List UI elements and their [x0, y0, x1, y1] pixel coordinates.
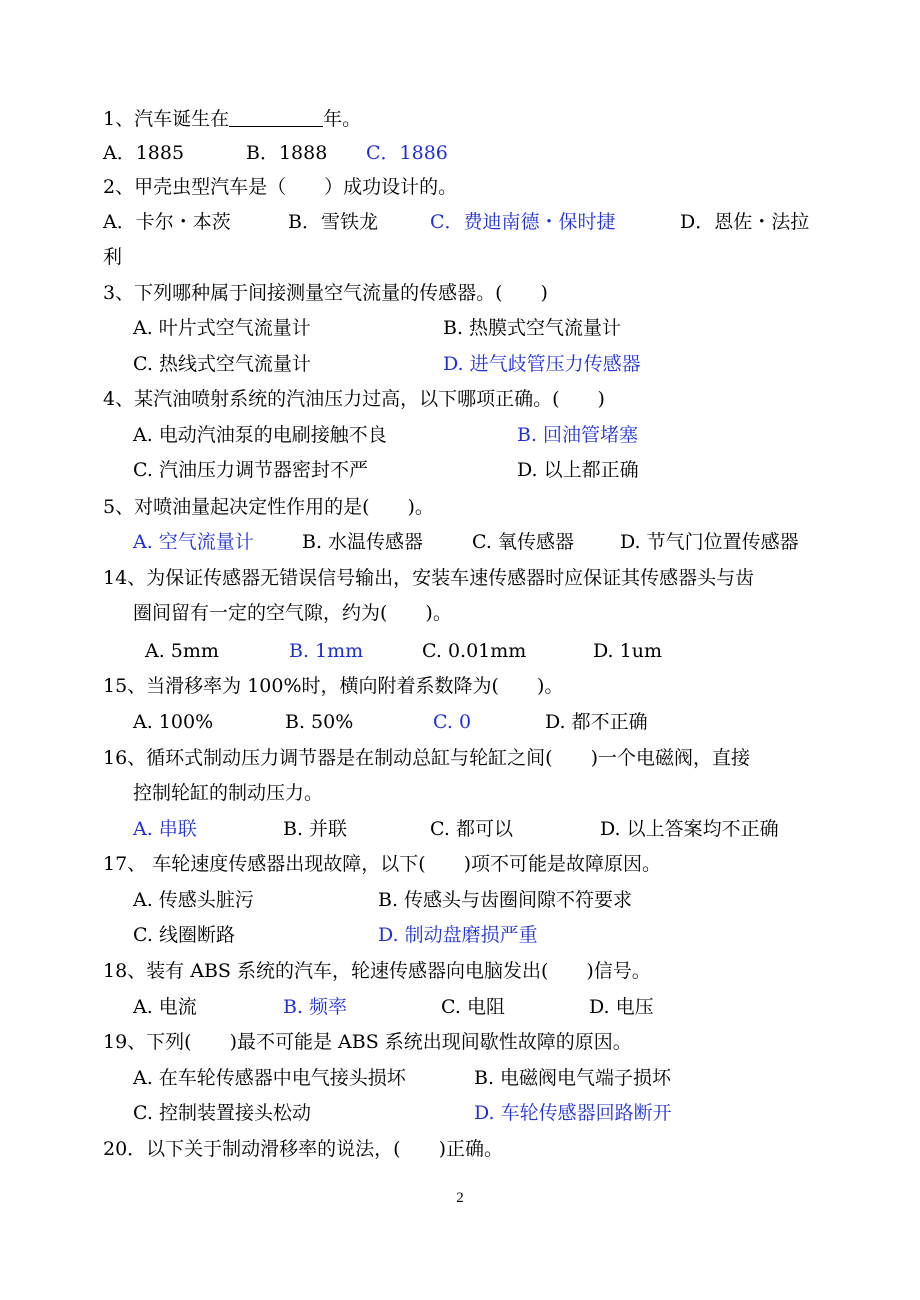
question-16-text: 16、循环式制动压力调节器是在制动总缸与轮缸之间( )一个电磁阀，直接 — [103, 747, 751, 769]
option-b-answer: B. 回油管堵塞 — [517, 424, 639, 446]
option-a-answer: A. 串联 — [133, 818, 197, 840]
question-3-text: 3、下列哪种属于间接测量空气流量的传感器。( ) — [103, 282, 548, 304]
question-4-text: 4、某汽油喷射系统的汽油压力过高，以下哪项正确。( ) — [103, 388, 605, 410]
option-a: A. 电动汽油泵的电刷接触不良 — [133, 424, 387, 446]
question-5-text: 5、对喷油量起决定性作用的是( )。 — [103, 496, 434, 518]
option-c: C. 热线式空气流量计 — [133, 353, 311, 375]
option-a: A. 电流 — [133, 996, 197, 1018]
option-c: C. 线圈断路 — [133, 924, 235, 946]
option-a: A. 100% — [133, 711, 214, 733]
option-c-answer: C. 0 — [433, 711, 472, 733]
option-b: B. 传感头与齿圈间隙不符要求 — [378, 889, 633, 911]
question-2-text: 2、甲壳虫型汽车是（ ）成功设计的。 — [103, 176, 458, 198]
option-d: D. 节气门位置传感器 — [620, 531, 799, 553]
option-b: B．雪铁龙 — [288, 211, 378, 233]
question-19-text: 19、下列( )最不可能是 ABS 系统出现间歇性故障的原因。 — [103, 1031, 632, 1053]
option-b: B. 水温传感器 — [302, 531, 424, 553]
answer-blank — [229, 104, 323, 127]
question-1-text: 1、汽车诞生在 — [103, 108, 230, 130]
option-a: A．1885 — [103, 142, 185, 164]
option-b: B. 50% — [285, 711, 354, 733]
option-d: D. 都不正确 — [545, 711, 648, 733]
option-b-answer: B. 1mm — [289, 640, 364, 662]
question-14-text: 14、为保证传感器无错误信号输出，安装车速传感器时应保证其传感器头与齿 — [103, 567, 755, 589]
option-c: C. 汽油压力调节器密封不严 — [133, 459, 368, 481]
option-a: A. 5mm — [145, 640, 219, 662]
option-c: C. 0.01mm — [422, 640, 527, 662]
option-d-continued: 利 — [103, 246, 123, 268]
option-a: A．卡尔・本茨 — [103, 211, 231, 233]
option-d: D．恩佐・法拉 — [680, 211, 810, 233]
question-20-text: 20．以下关于制动滑移率的说法，( )正确。 — [103, 1138, 504, 1160]
question-1-text-end: 年。 — [323, 108, 362, 130]
option-b: B. 电磁阀电气端子损坏 — [474, 1067, 672, 1089]
option-d: D. 1um — [593, 640, 662, 662]
question-14-text-cont: 圈间留有一定的空气隙，约为( )。 — [133, 602, 452, 624]
option-c: C. 都可以 — [430, 818, 513, 840]
question-17-text: 17、 车轮速度传感器出现故障，以下( )项不可能是故障原因。 — [103, 853, 662, 875]
question-18-text: 18、装有 ABS 系统的汽车，轮速传感器向电脑发出( )信号。 — [103, 960, 651, 982]
option-c-answer: C．1886 — [366, 142, 448, 164]
page-number: 2 — [456, 1190, 464, 1206]
option-d-answer: D. 进气歧管压力传感器 — [443, 353, 641, 375]
option-a: A. 叶片式空气流量计 — [133, 317, 311, 339]
option-b: B. 并联 — [283, 818, 348, 840]
option-b: B. 热膜式空气流量计 — [443, 317, 622, 339]
option-d-answer: D. 车轮传感器回路断开 — [474, 1102, 672, 1124]
option-c: C. 电阻 — [441, 996, 505, 1018]
option-a: A. 传感头脏污 — [133, 889, 254, 911]
option-d: D. 以上答案均不正确 — [600, 818, 779, 840]
option-d-answer: D. 制动盘磨损严重 — [378, 924, 538, 946]
option-c-answer: C．费迪南德・保时捷 — [430, 211, 616, 233]
option-d: D. 以上都正确 — [517, 459, 639, 481]
option-a-answer: A. 空气流量计 — [133, 531, 254, 553]
question-15-text: 15、当滑移率为 100%时，横向附着系数降为( )。 — [103, 675, 564, 697]
option-c: C. 氧传感器 — [472, 531, 574, 553]
option-d: D. 电压 — [589, 996, 654, 1018]
option-b: B．1888 — [246, 142, 328, 164]
option-a: A. 在车轮传感器中电气接头损坏 — [133, 1067, 406, 1089]
question-16-text-cont: 控制轮缸的制动压力。 — [133, 782, 324, 804]
option-b-answer: B. 频率 — [283, 996, 348, 1018]
option-c: C. 控制装置接头松动 — [133, 1102, 311, 1124]
